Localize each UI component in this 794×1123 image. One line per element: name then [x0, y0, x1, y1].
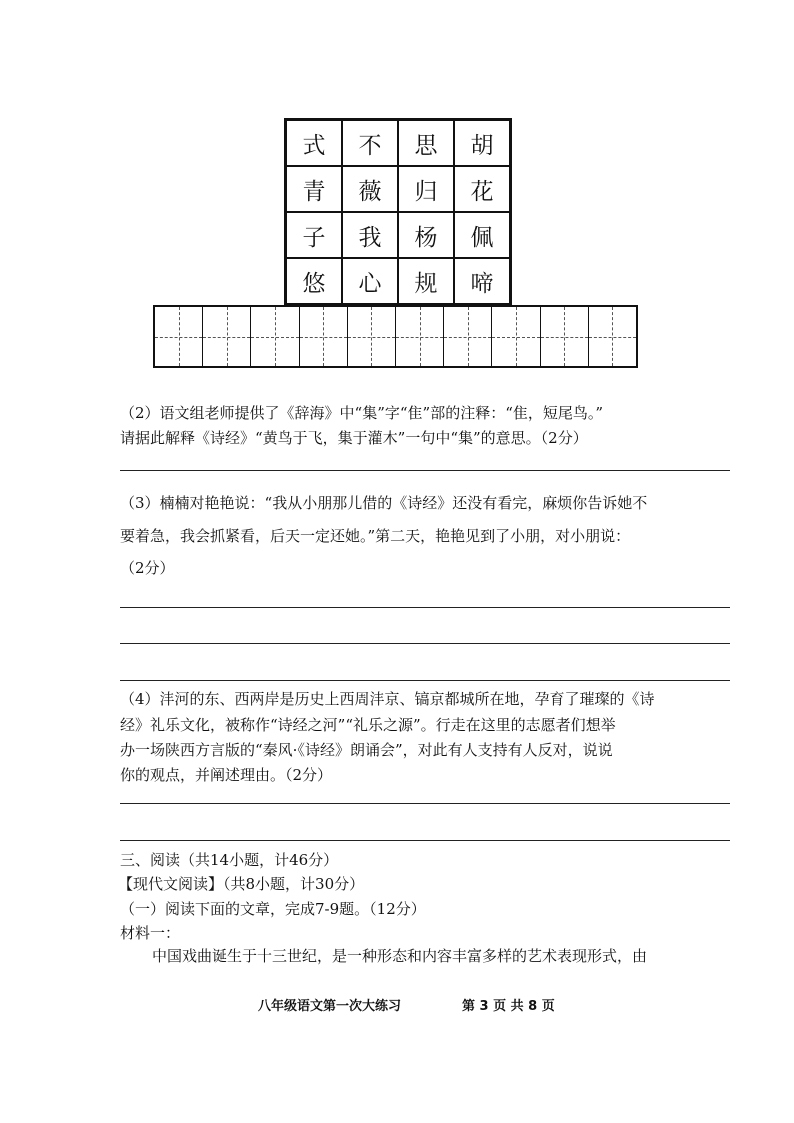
writing-box[interactable] — [299, 307, 347, 366]
q4-line4: 你的观点，并阐述理由。（2分） — [120, 766, 333, 784]
grid-char: 啼 — [454, 258, 510, 304]
footer-exam-name: 八年级语文第一次大练习 — [258, 999, 402, 1014]
grid-char: 悠 — [286, 258, 342, 304]
grid-char: 佩 — [454, 212, 510, 258]
grid-char: 青 — [286, 166, 342, 212]
writing-box[interactable] — [347, 307, 395, 366]
writing-box[interactable] — [443, 307, 491, 366]
grid-char: 杨 — [398, 212, 454, 258]
answer-writing-grid[interactable] — [153, 305, 638, 368]
grid-char: 式 — [286, 120, 342, 166]
grid-char: 我 — [342, 212, 398, 258]
section-part-one: （一）阅读下面的文章，完成7-9题。（12分） — [120, 900, 426, 918]
grid-char: 不 — [342, 120, 398, 166]
q3-line2: 要着急，我会抓紧看，后天一定还她。”第二天，艳艳见到了小朋，对小朋说： — [120, 527, 631, 545]
answer-line-q3[interactable] — [120, 680, 730, 681]
writing-box[interactable] — [540, 307, 588, 366]
q3-line1: （3）楠楠对艳艳说：“我从小朋那儿借的《诗经》还没有看完，麻烦你告诉她不 — [120, 494, 648, 512]
q3-line3: （2分） — [120, 559, 175, 577]
q4-line3: 办一场陕西方言版的“秦风·《诗经》朗诵会”，对此有人支持有人反对，说说 — [120, 741, 613, 759]
writing-box[interactable] — [155, 307, 202, 366]
writing-box[interactable] — [202, 307, 250, 366]
character-grid — [284, 118, 512, 306]
q4-line2: 经》礼乐文化，被称作“诗经之河”“礼乐之源”。行走在这里的志愿者们想举 — [120, 716, 616, 734]
answer-line-q3[interactable] — [120, 607, 730, 608]
grid-char: 胡 — [454, 120, 510, 166]
writing-box[interactable] — [588, 307, 636, 366]
grid-char: 归 — [398, 166, 454, 212]
section-title: 三、阅读（共14小题，计46分） — [120, 851, 339, 869]
q2-line1: （2）语文组老师提供了《辞海》中“集”字“隹”部的注释：“隹，短尾鸟。” — [120, 404, 604, 422]
grid-char: 薇 — [342, 166, 398, 212]
grid-char: 规 — [398, 258, 454, 304]
grid-char: 花 — [454, 166, 510, 212]
answer-line-q4[interactable] — [120, 803, 730, 804]
q4-line1: （4）沣河的东、西两岸是历史上西周沣京、镐京都城所在地，孕育了璀璨的《诗 — [120, 690, 655, 708]
answer-line-q2[interactable] — [120, 470, 730, 471]
writing-box[interactable] — [491, 307, 539, 366]
grid-char: 心 — [342, 258, 398, 304]
material-first-line: 中国戏曲诞生于十三世纪，是一种形态和内容丰富多样的艺术表现形式，由 — [152, 947, 648, 965]
grid-char: 子 — [286, 212, 342, 258]
answer-line-q4[interactable] — [120, 840, 730, 841]
q2-line2: 请据此解释《诗经》“黄鸟于飞，集于灌木”一句中“集”的意思。（2分） — [120, 429, 588, 447]
writing-box[interactable] — [395, 307, 443, 366]
answer-line-q3[interactable] — [120, 643, 730, 644]
material-label: 材料一： — [120, 924, 181, 942]
footer-page-number: 第 3 页 共 8 页 — [462, 999, 555, 1014]
grid-char: 思 — [398, 120, 454, 166]
writing-box[interactable] — [250, 307, 298, 366]
section-modern-reading: 【现代文阅读】（共8小题，计30分） — [118, 875, 365, 893]
